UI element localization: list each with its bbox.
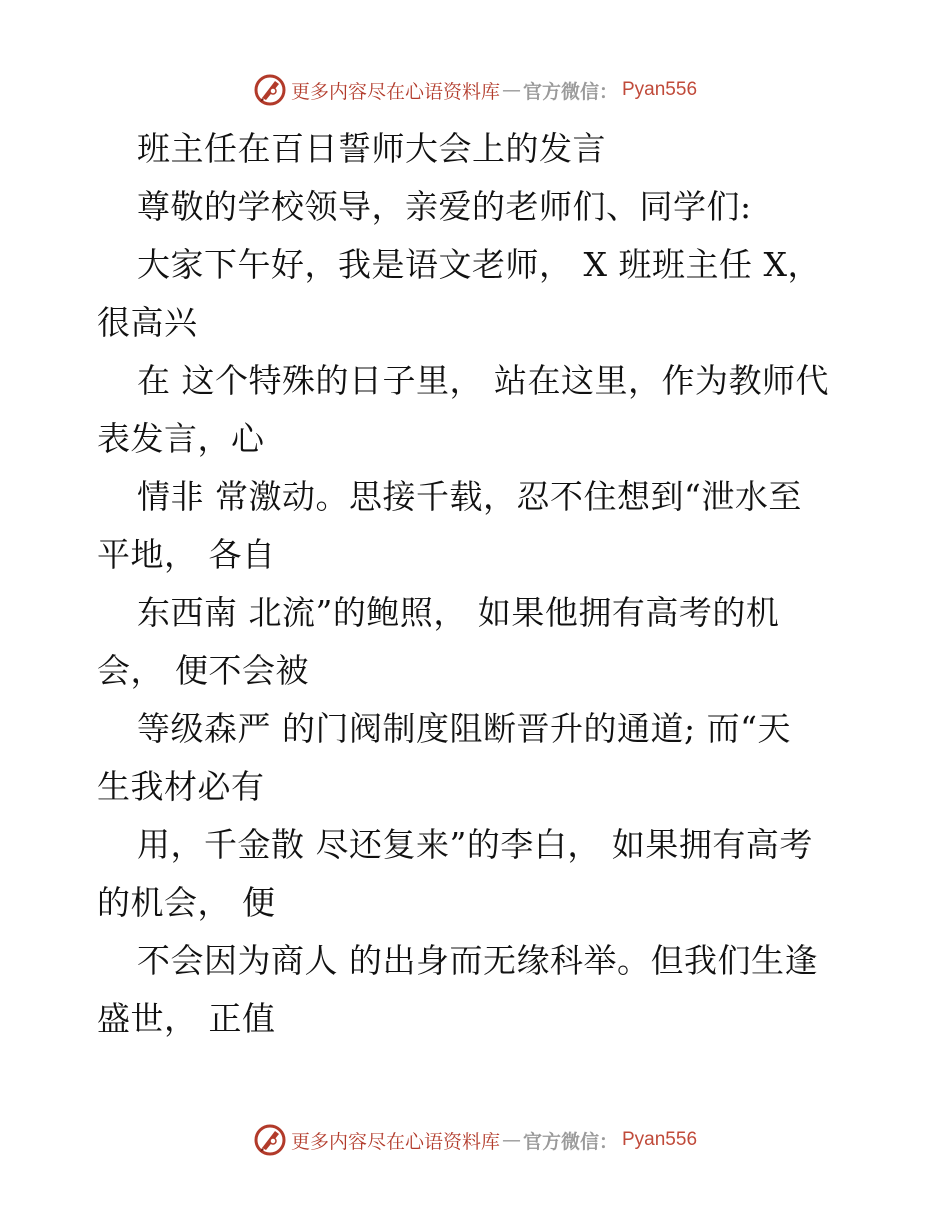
footer-banner [0,1120,950,1160]
footer-separator: — [501,1129,521,1151]
document-title: 班主任在百日誓师大会上的发言 [137,129,606,168]
header-promo-text: 更多内容尽在心语资料库 [290,80,500,103]
text-line: 情非 常激动。思接千载，忍不住想到“泄水至 [137,477,802,516]
text-line: 很高兴 [97,303,198,342]
text-line: 平地， 各自 [97,535,276,574]
text-line: 东西南 北流”的鲍照， 如果他拥有高考的机 [137,593,780,632]
text-line: 等级森严 的门阀制度阻断晋升的通道; 而“天 [137,709,791,748]
header-separator: — [501,79,521,101]
quill-logo-icon [253,73,287,107]
text-line: 用，千金散 尽还复来”的李白， 如果拥有高考 [137,825,813,864]
footer-wechat-label: 官方微信： [522,1130,618,1153]
footer-wechat-id: Pyan556 [622,1129,698,1150]
document-body [97,120,857,1048]
header-wechat-id: Pyan556 [622,79,698,100]
header-wechat-label: 官方微信： [522,80,618,103]
text-line: 大家下午好，我是语文老师， X 班班主任 X， [137,245,821,284]
header-banner [0,70,950,110]
text-line: 的机会， 便 [97,883,276,922]
text-line: 会， 便不会被 [97,651,309,690]
quill-logo-icon [253,1123,287,1157]
text-line: 在 这个特殊的日子里， 站在这里，作为教师代 [137,361,829,400]
text-line: 尊敬的学校领导，亲爱的老师们、同学们: [137,187,752,226]
text-line: 盛世， 正值 [97,999,276,1038]
text-line: 不会因为商人 的出身而无缘科举。但我们生逢 [137,941,818,980]
text-line: 表发言，心 [97,419,265,458]
footer-promo-text: 更多内容尽在心语资料库 [290,1130,500,1153]
text-line: 生我材必有 [97,767,265,806]
